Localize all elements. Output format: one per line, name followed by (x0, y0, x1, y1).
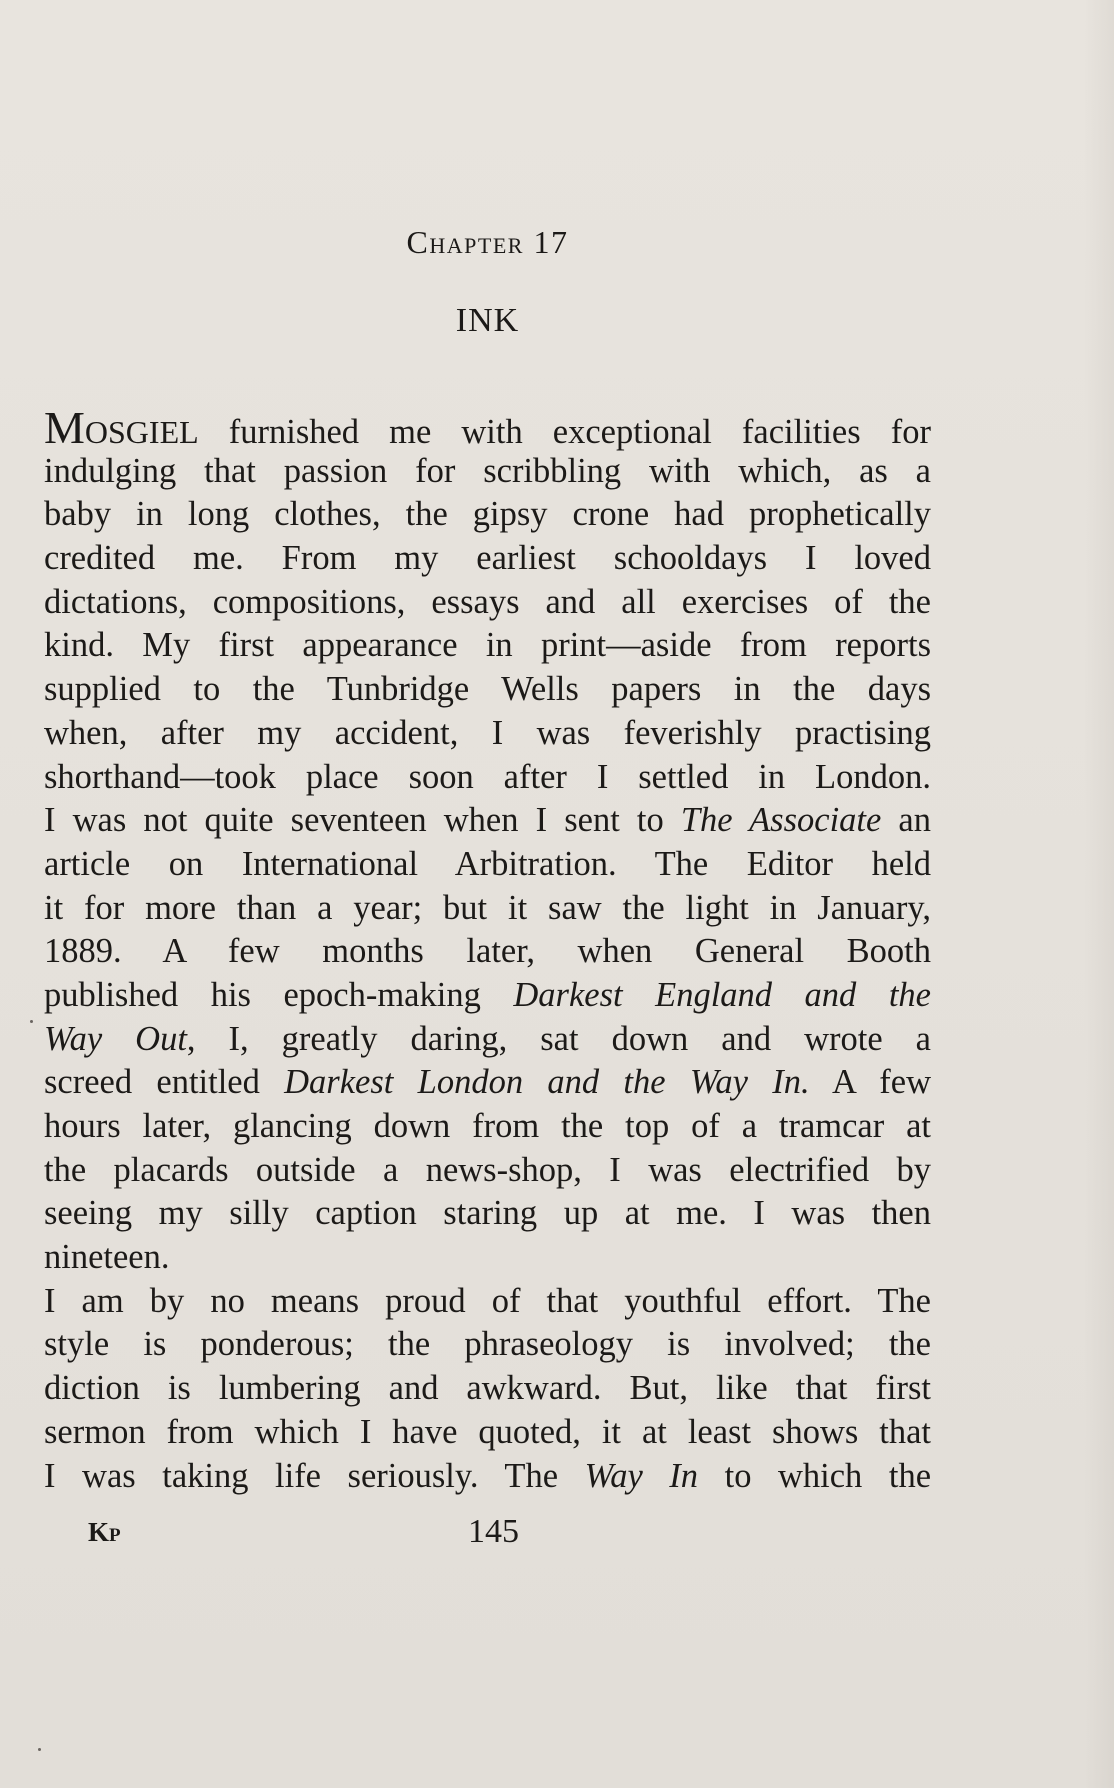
text-line: seeing my silly caption staring up at me. I was then (44, 1194, 931, 1233)
text-line: I am by no means proud of that youthful effort. The (44, 1281, 931, 1320)
text-line: hours later, glancing down from the top of a tramcar at (44, 1107, 931, 1145)
text-line: style is ponderous; the phraseology is involved; the (44, 1325, 931, 1364)
paper-speck (38, 1748, 41, 1751)
page-number: 145 (468, 1513, 519, 1550)
text-line: supplied to the Tunbridge Wells papers in the days (44, 670, 931, 709)
italic-title: Way In (584, 1456, 699, 1495)
italic-title: Darkest London and the Way In. (284, 1063, 810, 1102)
text-line: nineteen. (44, 1238, 170, 1277)
paper-speck (30, 1020, 33, 1023)
text-line: credited me. From my earliest schooldays I loved (44, 539, 931, 578)
text-line: dictations, compositions, essays and all exercises of the (44, 582, 931, 621)
body-text (44, 402, 932, 1498)
italic-title: Way Out (44, 1019, 187, 1058)
text-line: when, after my accident, I was feverishly practising (44, 713, 931, 752)
italic-title: Darkest England and the (513, 975, 931, 1014)
dropcap: Mosgiel (44, 402, 199, 453)
text-line: published his epoch-making Darkest England and the (44, 975, 931, 1014)
chapter-title: INK (455, 302, 520, 339)
text-line: Mosgiel furnished me with exceptional facilities for (44, 402, 931, 453)
signature-mark: Kp (88, 1517, 121, 1547)
text-line: the placards outside a news-shop, I was electrified by (44, 1150, 931, 1189)
text-line: kind. My first appearance in print—aside from reports (44, 626, 931, 665)
text-line: 1889. A few months later, when General Booth (44, 932, 931, 971)
text-line: sermon from which I have quoted, it at least shows that (44, 1412, 931, 1451)
page-edge-shadow (1084, 0, 1114, 1788)
text-line: indulging that passion for scribbling with which, as a (44, 451, 931, 490)
text-line: I was taking life seriously. The Way In to which the (44, 1456, 932, 1495)
text-line: screed entitled Darkest London and the Way In. A few (44, 1063, 931, 1102)
text-line: article on International Arbitration. The Editor held (44, 844, 931, 883)
chapter-label: Chapter 17 (406, 224, 569, 260)
italic-title: The Associate (680, 801, 882, 840)
text-line: Way Out, I, greatly daring, sat down and wrote a (44, 1019, 931, 1058)
text-line: it for more than a year; but it saw the light in January, (44, 888, 931, 927)
text-line: baby in long clothes, the gipsy crone had prophetically (44, 495, 931, 534)
text-line: I was not quite seventeen when I sent to The Associate an (44, 801, 931, 840)
text-line: shorthand—took place soon after I settled in London. (44, 757, 931, 796)
text-line: diction is lumbering and awkward. But, like that first (44, 1369, 931, 1408)
